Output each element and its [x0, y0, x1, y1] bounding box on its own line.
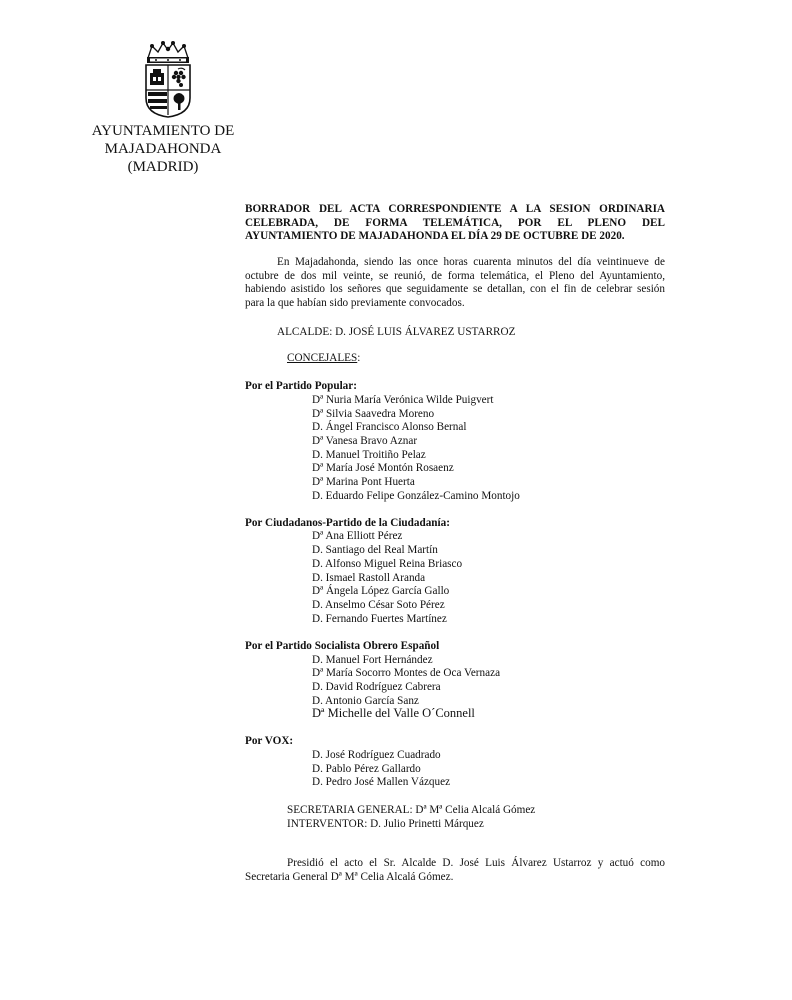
- member-name: D. José Rodríguez Cuadrado: [312, 749, 441, 761]
- member-name: D. Eduardo Felipe González-Camino Montojo: [312, 490, 520, 502]
- member-name: D. Alfonso Miguel Reina Briasco: [312, 558, 463, 570]
- paragraph-line: Presidió el acto el Sr. Alcalde D. José Luis Álvarez Ustarroz y actuó como: [287, 857, 665, 869]
- paragraph-line: para la que habían sido previamente convocados.: [245, 296, 465, 309]
- member-name: D. Fernando Fuertes Martínez: [312, 613, 447, 625]
- member-name: Dª Marina Pont Huerta: [312, 476, 415, 488]
- shield-icon: [146, 65, 190, 117]
- member-name: Dª Michelle del Valle O´Connell: [312, 706, 475, 720]
- member-name: D. Manuel Troitiño Pelaz: [312, 449, 426, 461]
- councillors-heading: [287, 352, 360, 366]
- intervener-line: INTERVENTOR: D. Julio Prinetti Márquez: [287, 818, 484, 830]
- member-name: Dª Vanesa Bravo Aznar: [312, 435, 418, 447]
- paragraph-line: En Majadahonda, siendo las once horas cuarenta minutos del día veintinueve de: [277, 256, 665, 268]
- councillors-label: CONCEJALES: [287, 352, 358, 364]
- crown-icon: [147, 41, 189, 63]
- coat-of-arms-logo: [138, 40, 198, 120]
- member-name: Dª María José Montón Rosaenz: [312, 462, 454, 474]
- mayor-line: ALCALDE: D. JOSÉ LUIS ÁLVAREZ USTARROZ: [277, 326, 516, 338]
- title-line: AYUNTAMIENTO DE MAJADAHONDA EL DÍA 29 DE OCTUBRE DE 2020.: [245, 230, 625, 243]
- title-line: BORRADOR DEL ACTA CORRESPONDIENTE A LA SESION ORDINARIA: [245, 203, 665, 215]
- org-name-line: AYUNTAMIENTO DE: [91, 123, 235, 139]
- member-name: Dª Nuria María Verónica Wilde Puigvert: [312, 394, 494, 406]
- member-name: D. Santiago del Real Martín: [312, 544, 438, 556]
- party-heading: Por el Partido Socialista Obrero Español: [245, 640, 440, 652]
- member-name: Dª Ana Elliott Pérez: [312, 530, 403, 542]
- member-name: D. Manuel Fort Hernández: [312, 654, 433, 666]
- councillors-colon: :: [357, 352, 361, 364]
- secretary-line: SECRETARIA GENERAL: Dª Mª Celia Alcalá Gómez: [287, 804, 536, 816]
- party-heading: Por el Partido Popular:: [245, 380, 357, 392]
- closing-paragraph: [245, 857, 665, 884]
- member-name: D. Antonio García Sanz: [312, 695, 419, 707]
- member-name: D. Ismael Rastoll Aranda: [312, 572, 426, 584]
- document-title: [245, 203, 665, 244]
- member-name: D. David Rodríguez Cabrera: [312, 681, 441, 693]
- member-name: D. Pablo Pérez Gallardo: [312, 763, 421, 775]
- member-name: D. Anselmo César Soto Pérez: [312, 599, 445, 611]
- member-name: Dª Silvia Saavedra Moreno: [312, 408, 435, 420]
- organization-name: [88, 122, 238, 176]
- member-name: Dª Ángela López García Gallo: [312, 585, 450, 597]
- paragraph-line: octubre de dos mil veinte, se reunió, de forma telemática, el Pleno del Ayuntamiento,: [245, 269, 665, 282]
- org-name-line: MAJADAHONDA: [104, 141, 222, 157]
- party-heading: Por Ciudadanos-Partido de la Ciudadanía:: [245, 517, 450, 529]
- party-heading: Por VOX:: [245, 735, 294, 747]
- paragraph-line: Secretaria General Dª Mª Celia Alcalá Gómez.: [245, 870, 454, 883]
- member-name: D. Ángel Francisco Alonso Bernal: [312, 421, 467, 433]
- member-name: Dª María Socorro Montes de Oca Vernaza: [312, 667, 501, 679]
- member-name: D. Pedro José Mallen Vázquez: [312, 776, 451, 788]
- org-region: (MADRID): [127, 159, 199, 175]
- intro-paragraph: [245, 256, 665, 310]
- paragraph-line: habiendo asistido los señores que seguidamente se detallan, con el fin de celebrar sesión: [245, 283, 665, 296]
- title-line: CELEBRADA, DE FORMA TELEMÁTICA, POR EL PLENO DEL: [245, 216, 665, 229]
